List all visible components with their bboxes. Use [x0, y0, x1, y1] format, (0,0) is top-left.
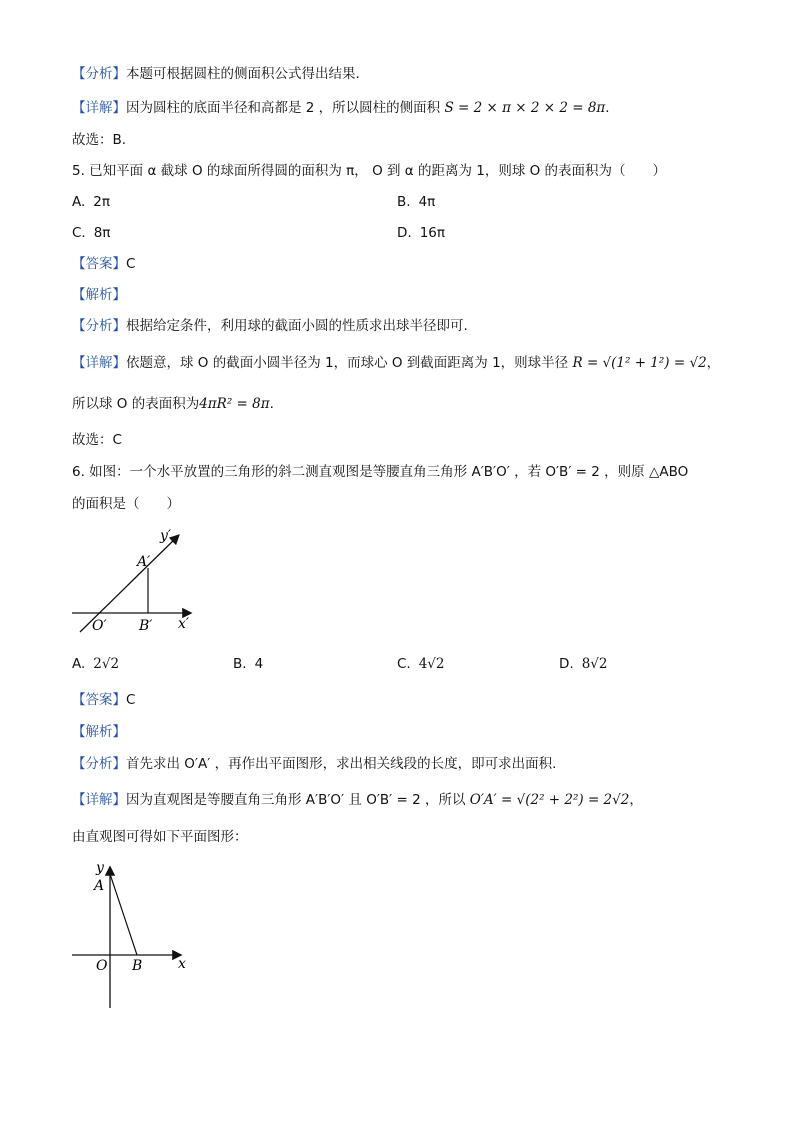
q5-answer [72, 254, 135, 274]
q6-stem-line2: 的面积是（ ） [72, 496, 180, 512]
analysis-text: 本题可根据圆柱的侧面积公式得出结果. [126, 66, 360, 82]
q5-stem: 5. 已知平面 α 截球 O 的球面所得圆的面积为 π， O 到 α 的距离为 1，则球 O 的表面积为（ ） [72, 163, 667, 179]
answer-tag: 【答案】 [72, 256, 126, 272]
analysis-tag: 【分析】 [72, 318, 126, 334]
option-label: D. [397, 225, 412, 241]
option-value: 4 [254, 656, 264, 672]
analysis-text: 首先求出 O′A′ ，再作出平面图形，求出相关线段的长度，即可求出面积. [126, 756, 557, 772]
detail-text: 因为圆柱的底面半径和高都是 2 ，所以圆柱的侧面积 [126, 100, 441, 116]
label-y: y [96, 860, 104, 876]
option-value: 8√2 [581, 656, 608, 672]
detail-end2: . [269, 396, 274, 412]
q5-option-c [72, 223, 110, 243]
detail-tag: 【详解】 [72, 355, 126, 371]
plane-figure [66, 856, 196, 1011]
q4-analysis [72, 64, 360, 84]
detail-end: . [605, 100, 610, 116]
label-x: x [178, 956, 186, 972]
option-value: 2π [93, 194, 111, 210]
detail-text: 依题意，球 O 的截面小圆半径为 1，而球心 O 到截面距离为 1，则球半径 [126, 355, 569, 371]
q5-option-a [72, 192, 110, 212]
option-label: B. [233, 656, 247, 672]
q5-choice: 故选：C [72, 432, 122, 448]
label-o: O [96, 958, 108, 974]
detail-formula: S = 2 × π × 2 × 2 = 8π [444, 100, 606, 116]
option-value: 8π [93, 225, 111, 241]
option-label: C. [397, 656, 411, 672]
q6-stem-line1: 6. 如图：一个水平放置的三角形的斜二测直观图是等腰直角三角形 A′B′O′ ，若 O′B′ = 2 ，则原 △ABO [72, 464, 689, 480]
q5-option-b [397, 192, 435, 212]
segment-a-b [110, 874, 137, 955]
q6-detail [72, 790, 643, 810]
q5-analysis [72, 316, 468, 336]
option-label: C. [72, 225, 86, 241]
q6-answer [72, 690, 135, 710]
oblique-diagram-figure [60, 522, 210, 637]
detail-end: ， [629, 792, 643, 808]
answer-tag: 【答案】 [72, 692, 126, 708]
q6-option-b [233, 654, 263, 674]
q6-analysis [72, 754, 556, 774]
option-value: 4√2 [418, 656, 445, 672]
q6-option-c [397, 654, 445, 674]
q4-detail [72, 98, 610, 118]
q5-detail-line2 [72, 394, 274, 414]
label-a: A [94, 878, 105, 894]
answer-value: C [126, 692, 136, 708]
option-label: A. [72, 194, 86, 210]
q6-figure-intro: 由直观图可得如下平面图形： [72, 829, 248, 845]
q5-option-d [397, 223, 445, 243]
label-y-prime: y′ [160, 528, 172, 544]
q6-option-a [72, 654, 119, 674]
detail-formula2: 4πR² = 8π [199, 396, 270, 412]
q5-detail [72, 353, 720, 373]
detail-formula: O′A′ = √(2² + 2²) = 2√2 [469, 792, 630, 808]
option-value: 2√2 [93, 656, 120, 672]
analysis-tag: 【分析】 [72, 66, 126, 82]
detail-tag: 【详解】 [72, 792, 126, 808]
detail-text: 因为直观图是等腰直角三角形 A′B′O′ 且 O′B′ = 2 ，所以 [126, 792, 466, 808]
detail-line2-text: 所以球 O 的表面积为 [72, 396, 200, 412]
analysis-tag: 【分析】 [72, 756, 126, 772]
option-label: B. [397, 194, 411, 210]
detail-formula: R = √(1² + 1²) = √2 [572, 355, 707, 371]
answer-value: C [126, 256, 136, 272]
q6-option-d [559, 654, 607, 674]
option-label: A. [72, 656, 86, 672]
q4-choice: 故选：B. [72, 132, 127, 148]
detail-tag: 【详解】 [72, 100, 126, 116]
option-label: D. [559, 656, 574, 672]
analysis-text: 根据给定条件，利用球的截面小圆的性质求出球半径即可. [126, 318, 468, 334]
label-o-prime: O′ [92, 618, 107, 634]
q6-explain-tag: 【解析】 [72, 724, 126, 740]
label-b: B [132, 958, 143, 974]
label-b-prime: B′ [139, 618, 153, 634]
label-a-prime: A′ [137, 554, 151, 570]
option-value: 16π [419, 225, 445, 241]
label-x-prime: x′ [178, 616, 190, 632]
detail-end: ， [706, 355, 721, 371]
option-value: 4π [418, 194, 436, 210]
q5-explain-tag: 【解析】 [72, 287, 126, 303]
